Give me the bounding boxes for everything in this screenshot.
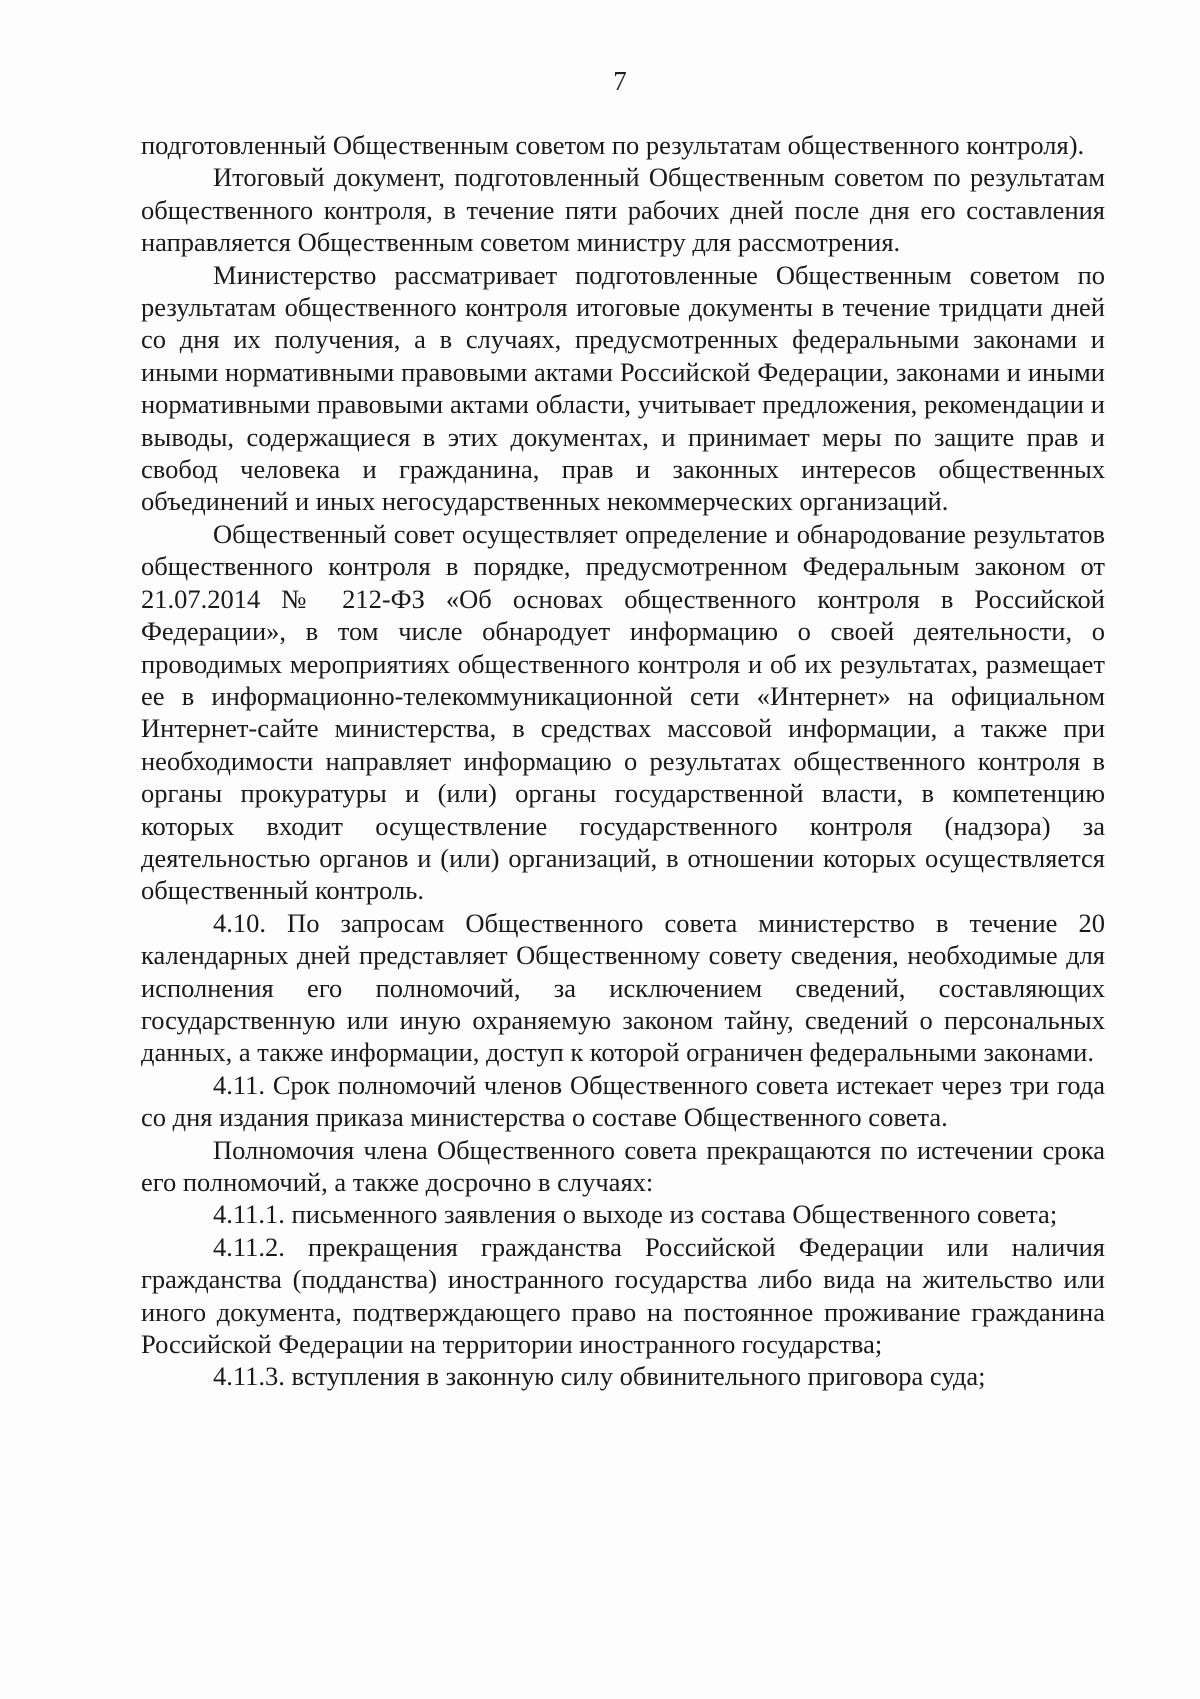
paragraph: Полномочия члена Общественного совета прекращаются по истечении срока его полномочий, а также досрочно в случаях:	[141, 1134, 1105, 1197]
document-body	[141, 129, 1105, 1393]
paragraph: подготовленный Общественным советом по результатам общественного контроля).	[141, 130, 1085, 160]
paragraph: 4.10. По запросам Общественного совета министерство в течение 20 календарных дней представляет Общественному совету сведения, необходимые для исполнения его полномочий, за исключением сведений, составляющих государственную или иную охраняемую законом тайну, сведений о персональных данных, а также информации, доступ к которой ограничен федеральными законами.	[141, 907, 1105, 1068]
page-number: 7	[613, 66, 627, 96]
paragraph: Общественный совет осуществляет определение и обнародование результатов общественного контроля в порядке, предусмотренном Федеральным законом от 21.07.2014 № 212-ФЗ «Об основах общественного контроля в Российской Федерации», в том числе обнародует информацию о своей деятельности, о проводимых мероприятиях общественного контроля и об их результатах, размещает ее в информационно-телекоммуникационной сети «Интернет» на официальном Интернет-сайте министерства, в средствах массовой информации, а также при необходимости направляет информацию о результатах общественного контроля в органы прокуратуры и (или) органы государственной власти, в компетенцию которых входит осуществление государственного контроля (надзора) за деятельностью органов и (или) организаций, в отношении которых осуществляется общественный контроль.	[141, 518, 1105, 906]
paragraph: Итоговый документ, подготовленный Общественным советом по результатам общественного контроля, в течение пяти рабочих дней после дня его составления направляется Общественным советом министру для рассмотрения.	[141, 162, 1105, 258]
paragraph: 4.11. Срок полномочий членов Общественного совета истекает через три года со дня издания приказа министерства о составе Общественного совета.	[141, 1069, 1105, 1133]
paragraph: Министерство рассматривает подготовленные Общественным советом по результатам общественного контроля итоговые документы в течение тридцати дней со дня их получения, а в случаях, предусмотренных федеральными законами и иными нормативными правовыми актами Российской Федерации, законами и иными нормативными правовыми актами области, учитывает предложения, рекомендации и выводы, содержащиеся в этих документах, и принимает меры по защите прав и свобод человека и гражданина, прав и законных интересов общественных объединений и иных негосударственных некоммерческих организаций.	[141, 259, 1105, 517]
paragraph: 4.11.3. вступления в законную силу обвинительного приговора суда;	[213, 1361, 986, 1392]
paragraph: 4.11.2. прекращения гражданства Российской Федерации или наличия гражданства (подданства) иностранного государства либо вида на жительство или иного документа, подтверждающего право на постоянное проживание гражданина Российской Федерации на территории иностранного государства;	[141, 1231, 1105, 1360]
paragraph: 4.11.1. письменного заявления о выходе из состава Общественного совета;	[213, 1199, 1058, 1230]
